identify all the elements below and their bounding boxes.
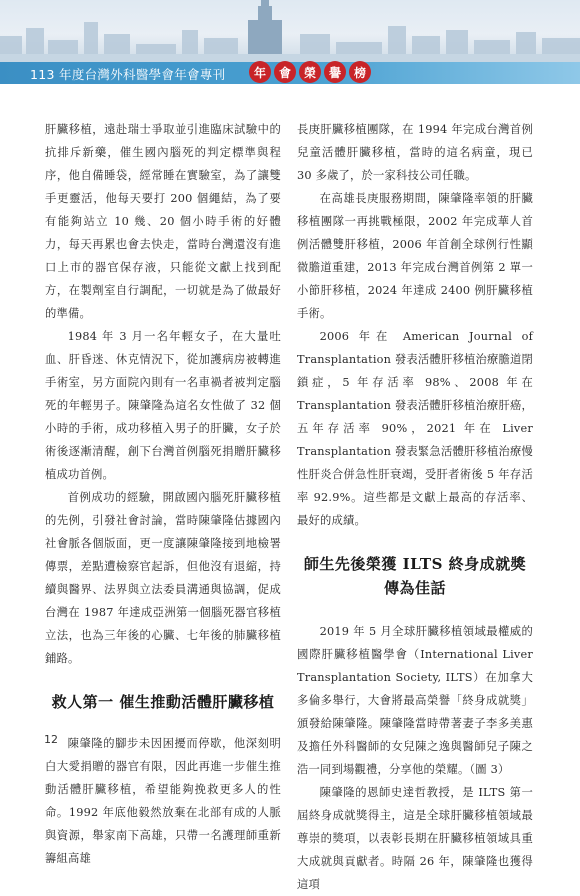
badge-char: 會 bbox=[274, 61, 296, 83]
section-heading: 師生先後榮獲 ILTS 終身成就獎傳為佳話 bbox=[303, 555, 527, 597]
badge-char: 年 bbox=[249, 61, 271, 83]
page-header bbox=[0, 0, 580, 84]
paragraph: 肝臟移植，遠赴瑞士爭取並引進臨床試驗中的抗排斥新藥，催生國內腦死的判定標準與程序，他自備睡袋，經常睡在實驗室，為了讓雙手更靈活，他每天要打 200 個繩結，為了要有能夠站立 10 幾、20 個小時手術的好體力，每天再累也會去快走，當時台灣還沒有進口上市的器官保存液，只能從文獻上找到配方，在製劑室自行調配，一切就是為了做最好的準備。 bbox=[45, 123, 281, 320]
paragraph: 在高雄長庚服務期間，陳肇隆率領的肝臟移植團隊一再挑戰極限，2002 年完成華人首例活體雙肝移植，2006 年首創全球例行性顯微膽道重建，2013 年完成台灣首例第 2 單一小節肝移植，2024 年達成 2400 例肝臟移植手術。 bbox=[297, 192, 533, 320]
paragraph: 陳肇隆的恩師史達哲教授，是 ILTS 第一屆終身成就獎得主，這是全球肝臟移植領域最尊崇的獎項，以表彰長期在肝臟移植領域具重大成就與貢獻者。時隔 26 年，陳肇隆也獲得這項 bbox=[297, 786, 533, 891]
paragraph: 2006 年在 American Journal of Transplantation 發表活體肝移植治療膽道閉鎖症，5 年存活率 98%、2008 年在 Transplantation 發表活體肝移植治療肝癌，五年存活率 90%，2021 年在 Liver Transplantation 發表緊急活體肝移植治療慢性肝炎合併急性肝衰竭，受肝者術後 5 年存活率 92.9%。這些都是文獻上最高的存活率、最好的成績。 bbox=[297, 330, 533, 527]
paragraph: 2019 年 5 月全球肝臟移植領域最權威的國際肝臟移植醫學會（International Liver Transplantation Society, ILTS）在加拿大多倫多舉行，大會將最高榮譽「終身成就獎」頒發給陳肇隆。陳肇隆當時帶著妻子李多美惠及擔任外科醫師的女兒陳之逸與醫師兒子陳之浩一同到場觀禮，分享他的榮耀。（圖 3） bbox=[297, 625, 533, 776]
paragraph: 長庚肝臟移植團隊，在 1994 年完成台灣首例兒童活體肝臟移植，當時的這名病童，現已 30 多歲了，於一家科技公司任職。 bbox=[297, 123, 533, 182]
paragraph: 首例成功的經驗，開啟國內腦死肝臟移植的先例，引發社會討論，當時陳肇隆估據國內社會脈各個版面，更一度讓陳肇隆接到地檢署傳票，差點遭檢察官起訴，但他沒有退縮，持續與醫界、法界與立法委員溝通與協調，促成台灣在 1987 年達成亞洲第一個腦死器官移植立法，也為三年後的心臟、七年後的肺臟移植鋪路。 bbox=[45, 491, 281, 665]
page-number: 12 bbox=[44, 733, 58, 746]
city-skyline-image bbox=[0, 0, 580, 62]
section-heading: 救人第一 催生推動活體肝臟移植 bbox=[51, 693, 275, 711]
paragraph: 1984 年 3 月一名年輕女子，在大量吐血、肝昏迷、休克情況下，從加護病房被轉進手術室，另方面院內則有一名車禍者被判定腦死的年輕男子。陳肇隆為這名女性做了 32 個小時的手術，成功移植入男子的肝臟，女子於術後逐漸清醒，創下台灣首例腦死捐贈肝臟移植成功首例。 bbox=[45, 330, 281, 481]
badge-char: 譽 bbox=[324, 61, 346, 83]
right-column bbox=[297, 118, 533, 896]
journal-title: 113 年度台灣外科醫學會年會專刊 bbox=[30, 67, 226, 82]
left-column bbox=[45, 118, 281, 870]
honor-roll-badges bbox=[249, 61, 371, 83]
badge-char: 榮 bbox=[299, 61, 321, 83]
paragraph: 陳肇隆的腳步未因困擾而停歇，他深刻明白大愛捐贈的器官有限，因此再進一步催生推動活體肝臟移植，希望能夠挽救更多人的性命。1992 年底他毅然放棄在北部有成的人脈與資源，舉家南下高雄，只帶一名護理師重新籌組高雄 bbox=[45, 737, 281, 865]
badge-char: 榜 bbox=[349, 61, 371, 83]
